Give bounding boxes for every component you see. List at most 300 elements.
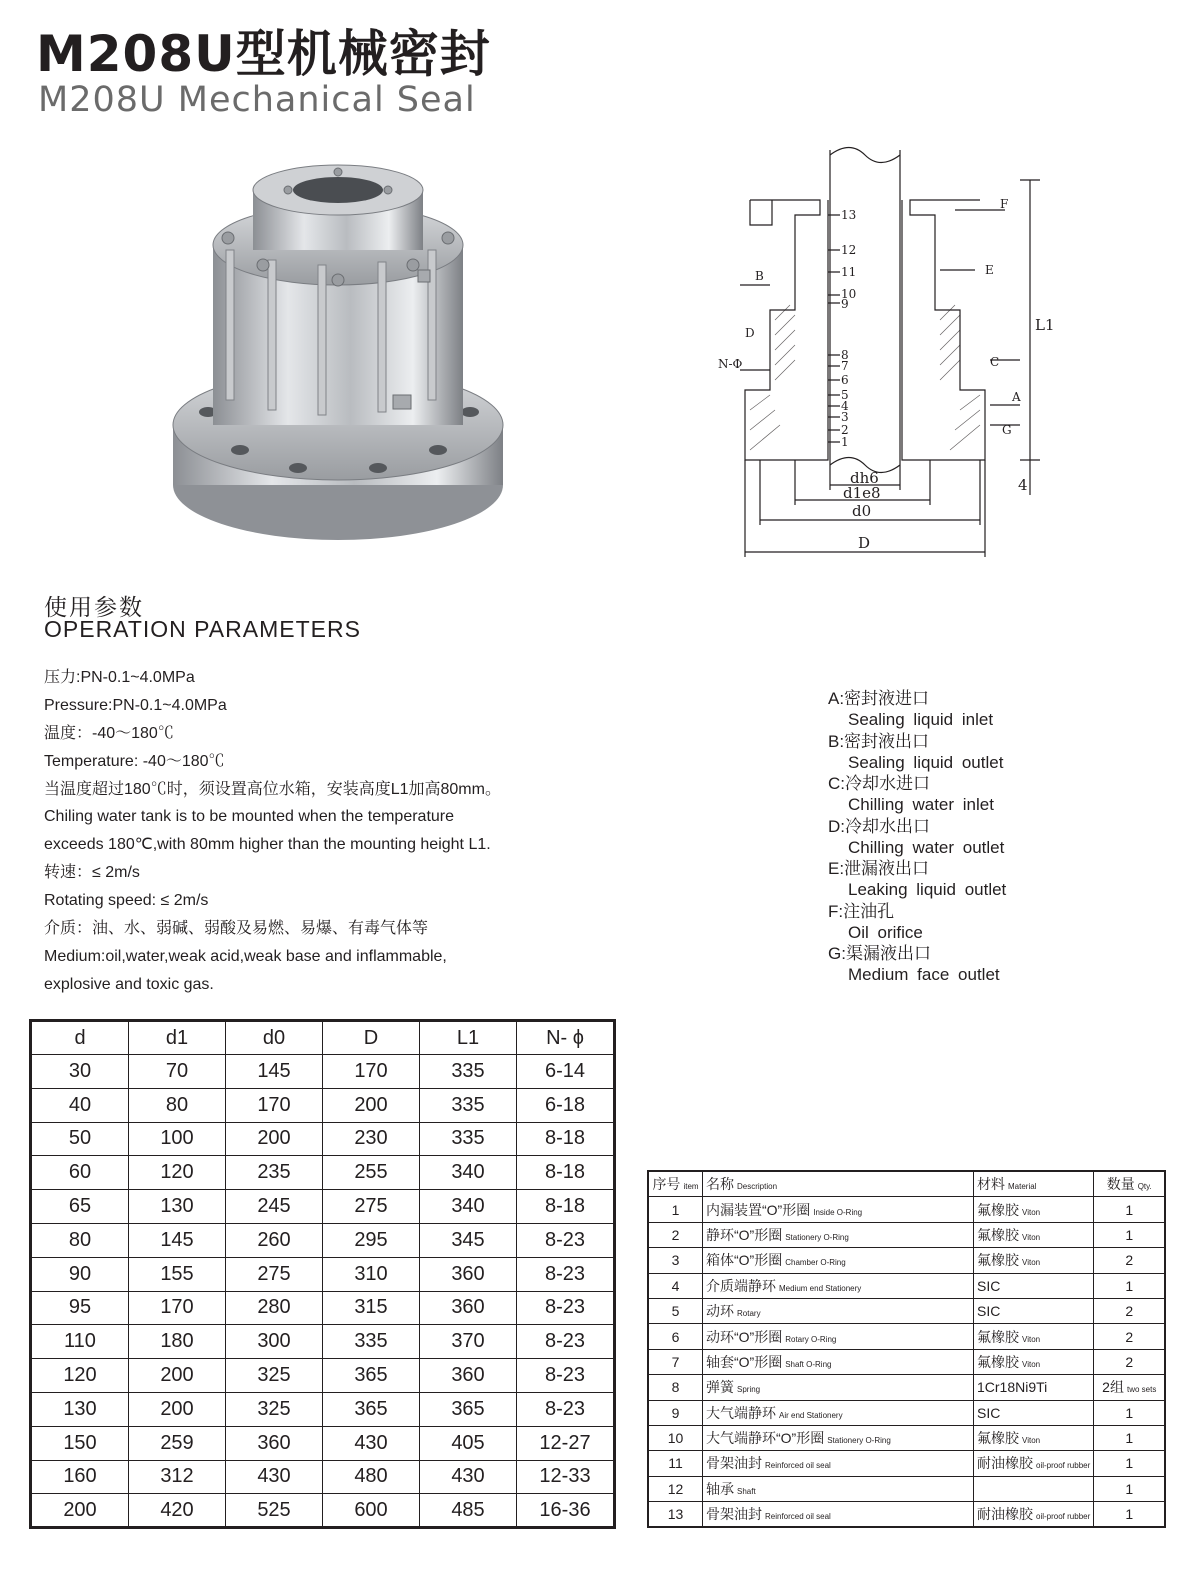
- part-description-text: 箱体“O”形圈: [706, 1252, 783, 1269]
- part-material: [974, 1451, 1094, 1476]
- part-description: [703, 1222, 974, 1247]
- table-cell: 295: [323, 1223, 420, 1257]
- part-material-en: Viton: [1022, 1359, 1041, 1369]
- part-description-text: 骨架油封: [706, 1455, 762, 1472]
- part-qty-text: 1: [1125, 1404, 1134, 1421]
- part-material-text: 氟橡胶: [977, 1201, 1019, 1218]
- part-no: [648, 1451, 703, 1476]
- table-cell: 430: [323, 1426, 420, 1460]
- part-no: [648, 1349, 703, 1374]
- part-description-en: Shaft O-Ring: [785, 1359, 832, 1369]
- param-line: Rotating speed: ≤ 2m/s: [44, 892, 209, 910]
- table-cell: 130: [31, 1392, 129, 1426]
- table-cell: 260: [226, 1223, 323, 1257]
- table-row: [31, 1359, 615, 1393]
- part-no: [648, 1222, 703, 1247]
- table-row: [648, 1197, 1165, 1222]
- drawing-label-nphi: N-Φ: [718, 357, 743, 371]
- part-description-en: Spring: [737, 1385, 761, 1395]
- part-no-text: 1: [671, 1201, 680, 1218]
- part-qty: [1094, 1451, 1166, 1476]
- legend-item: [828, 858, 1158, 901]
- legend-item: [828, 943, 1158, 986]
- legend-item: [828, 731, 1158, 774]
- part-description-en: Reinforced oil seal: [765, 1461, 831, 1471]
- part-description-text: 轴承: [706, 1480, 734, 1497]
- part-material-en: Viton: [1022, 1232, 1041, 1242]
- table-cell: 8-18: [517, 1156, 615, 1190]
- legend-cn: F:注油孔: [828, 901, 895, 921]
- table-cell: 8-23: [517, 1257, 615, 1291]
- part-no: [648, 1197, 703, 1222]
- legend-cn: G:渠漏液出口: [828, 944, 931, 963]
- table-row: [31, 1291, 615, 1325]
- part-qty-text: 2: [1125, 1353, 1134, 1370]
- table-row: [648, 1349, 1165, 1374]
- table-cell: 360: [420, 1257, 517, 1291]
- table-cell: 110: [31, 1325, 129, 1359]
- table-row: [648, 1248, 1165, 1273]
- part-no-text: 5: [671, 1303, 680, 1320]
- table-cell: 80: [31, 1223, 129, 1257]
- part-material-text: 氟橡胶: [977, 1328, 1019, 1345]
- table-cell: 180: [129, 1325, 226, 1359]
- table-row: [648, 1476, 1165, 1501]
- part-material-en: oil-proof rubber: [1036, 1512, 1091, 1522]
- param-line: Medium:oil,water,weak acid,weak base and inflammable,: [44, 947, 447, 965]
- table-cell: 8-18: [517, 1190, 615, 1224]
- table-row: [648, 1324, 1165, 1349]
- drawing-label-1: 1: [841, 435, 849, 449]
- table-row: [648, 1222, 1165, 1247]
- table-cell: 6-14: [517, 1055, 615, 1089]
- part-qty-text: 2: [1125, 1328, 1134, 1345]
- table-cell: 300: [226, 1325, 323, 1359]
- drawing-label-d1e8: d1e8: [843, 484, 881, 502]
- page-subtitle: M208U Mechanical Seal: [38, 80, 476, 120]
- table-cell: 335: [420, 1088, 517, 1122]
- param-line: 温度：-40～180℃: [44, 724, 174, 742]
- part-no: [648, 1298, 703, 1323]
- table-cell: 145: [129, 1223, 226, 1257]
- table-cell: 170: [323, 1055, 420, 1089]
- table-row: [31, 1156, 615, 1190]
- table-cell: 365: [323, 1392, 420, 1426]
- table-cell: 16-36: [517, 1494, 615, 1528]
- header-item-text: 序号: [652, 1176, 681, 1193]
- part-qty-text: 1: [1125, 1480, 1134, 1497]
- table-cell: 90: [31, 1257, 129, 1291]
- part-material-text: SIC: [977, 1277, 1001, 1294]
- part-material-text: 氟橡胶: [977, 1430, 1019, 1447]
- table-cell: 145: [226, 1055, 323, 1089]
- table-cell: 325: [226, 1359, 323, 1393]
- part-no: [648, 1425, 703, 1450]
- port-legend: [828, 688, 1158, 986]
- table-cell: 340: [420, 1156, 517, 1190]
- table-cell: 325: [226, 1392, 323, 1426]
- table-cell: 335: [420, 1122, 517, 1156]
- drawing-label-B: B: [755, 269, 764, 283]
- header-description-en: Description: [737, 1182, 778, 1192]
- part-description-en: Stationery O-Ring: [785, 1232, 849, 1242]
- part-qty-text: 2组: [1102, 1379, 1124, 1396]
- legend-en: Oil orifice: [848, 922, 923, 942]
- drawing-label-l1: L1: [1035, 316, 1055, 334]
- part-description: [703, 1451, 974, 1476]
- table-cell: 312: [129, 1460, 226, 1494]
- part-qty: [1094, 1400, 1166, 1425]
- part-qty: [1094, 1502, 1166, 1528]
- table-cell: 60: [31, 1156, 129, 1190]
- drawing-label-7: 7: [841, 359, 849, 373]
- drawing-label-2: 2: [841, 423, 849, 437]
- part-description: [703, 1248, 974, 1273]
- table-cell: 430: [420, 1460, 517, 1494]
- legend-cn: C:冷却水进口: [828, 774, 930, 793]
- part-description-text: 静环“O”形圈: [706, 1226, 783, 1243]
- drawing-label-E: E: [985, 263, 994, 277]
- part-qty-text: 2: [1125, 1252, 1134, 1269]
- part-material-text: 氟橡胶: [977, 1252, 1019, 1269]
- part-material: [974, 1273, 1094, 1298]
- table-row: [31, 1223, 615, 1257]
- part-no-text: 4: [671, 1277, 680, 1294]
- part-description-en: Medium end Stationery: [779, 1283, 862, 1293]
- table-cell: 235: [226, 1156, 323, 1190]
- part-qty-text: 2: [1125, 1303, 1134, 1320]
- part-no-text: 3: [671, 1252, 680, 1269]
- param-line: 压力:PN-0.1~4.0MPa: [44, 669, 195, 686]
- table-cell: 40: [31, 1088, 129, 1122]
- table-cell: 200: [129, 1359, 226, 1393]
- part-material-text: SIC: [977, 1404, 1001, 1421]
- table-cell: 200: [323, 1088, 420, 1122]
- part-description: [703, 1502, 974, 1528]
- table-cell: 8-23: [517, 1359, 615, 1393]
- legend-en: Chilling water outlet: [848, 837, 1005, 857]
- part-material: [974, 1324, 1094, 1349]
- table-cell: 430: [226, 1460, 323, 1494]
- table-cell: 525: [226, 1494, 323, 1528]
- drawing-label-four: 4: [1018, 476, 1028, 494]
- part-no: [648, 1400, 703, 1425]
- part-qty-text: 1: [1125, 1430, 1134, 1447]
- drawing-label-D: D: [745, 326, 755, 340]
- drawing-label-F: F: [1000, 197, 1009, 211]
- drawing-label-9: 9: [841, 297, 849, 311]
- drawing-label-8: 8: [841, 348, 849, 362]
- legend-en: Sealing liquid outlet: [848, 752, 1004, 772]
- table-header-row: [31, 1021, 615, 1055]
- part-no: [648, 1324, 703, 1349]
- table-row: [31, 1257, 615, 1291]
- part-description-text: 动环“O”形圈: [706, 1328, 783, 1345]
- table-cell: 155: [129, 1257, 226, 1291]
- table-cell: 360: [226, 1426, 323, 1460]
- param-line: exceeds 180℃,with 80mm higher than the mounting height L1.: [44, 836, 491, 854]
- legend-item: [828, 816, 1158, 859]
- legend-item: [828, 773, 1158, 816]
- part-description-en: Rotary: [737, 1309, 761, 1319]
- part-description: [703, 1298, 974, 1323]
- part-description-text: 介质端静环: [706, 1277, 776, 1294]
- part-material: [974, 1298, 1094, 1323]
- part-qty-text: 1: [1125, 1506, 1134, 1523]
- table-cell: 12-27: [517, 1426, 615, 1460]
- table-cell: 100: [129, 1122, 226, 1156]
- part-qty: [1094, 1273, 1166, 1298]
- drawing-label-11: 11: [841, 265, 857, 279]
- part-description: [703, 1400, 974, 1425]
- part-no-text: 9: [671, 1404, 680, 1421]
- part-material-en: oil-proof rubber: [1036, 1461, 1091, 1471]
- part-description-text: 轴套“O”形圈: [706, 1353, 783, 1370]
- part-qty-text: 1: [1125, 1277, 1134, 1294]
- table-cell: 255: [323, 1156, 420, 1190]
- drawing-label-G: G: [1002, 423, 1012, 437]
- part-material-en: Viton: [1022, 1334, 1041, 1344]
- part-no-text: 8: [671, 1379, 680, 1396]
- table-cell: 405: [420, 1426, 517, 1460]
- table-row: [648, 1298, 1165, 1323]
- part-no-text: 10: [667, 1430, 684, 1447]
- table-row: [648, 1273, 1165, 1298]
- part-no-text: 12: [667, 1480, 684, 1497]
- column-header: d: [31, 1021, 129, 1055]
- table-cell: 200: [129, 1392, 226, 1426]
- table-cell: 170: [226, 1088, 323, 1122]
- table-cell: 30: [31, 1055, 129, 1089]
- table-cell: 65: [31, 1190, 129, 1224]
- part-description-text: 骨架油封: [706, 1506, 762, 1523]
- param-line: Chiling water tank is to be mounted when the temperature: [44, 808, 455, 826]
- table-cell: 50: [31, 1122, 129, 1156]
- param-line: Pressure:PN-0.1~4.0MPa: [44, 696, 227, 714]
- column-header: N- ϕ: [517, 1021, 615, 1055]
- table-cell: 280: [226, 1291, 323, 1325]
- table-cell: 275: [226, 1257, 323, 1291]
- part-material-text: 氟橡胶: [977, 1353, 1019, 1370]
- part-description: [703, 1375, 974, 1400]
- section-title-cn: 使用参数: [44, 595, 144, 621]
- table-cell: 600: [323, 1494, 420, 1528]
- part-description-text: 大气端静环: [706, 1404, 776, 1421]
- part-no: [648, 1502, 703, 1528]
- table-cell: 230: [323, 1122, 420, 1156]
- table-row: [648, 1400, 1165, 1425]
- drawing-label-13: 13: [841, 208, 857, 222]
- legend-cn: E:泄漏液出口: [828, 859, 930, 878]
- part-material: [974, 1375, 1094, 1400]
- table-cell: 130: [129, 1190, 226, 1224]
- part-qty-text: 1: [1125, 1226, 1134, 1243]
- table-row: [31, 1122, 615, 1156]
- table-cell: 360: [420, 1359, 517, 1393]
- part-no-text: 13: [667, 1506, 684, 1523]
- part-description-text: 弹簧: [706, 1379, 734, 1396]
- part-material: [974, 1197, 1094, 1222]
- part-material: [974, 1400, 1094, 1425]
- param-line: explosive and toxic gas.: [44, 975, 214, 993]
- table-cell: 95: [31, 1291, 129, 1325]
- part-material: [974, 1502, 1094, 1528]
- table-cell: 160: [31, 1460, 129, 1494]
- drawing-label-A: A: [1012, 390, 1021, 404]
- header-material: [974, 1171, 1094, 1197]
- part-qty: [1094, 1349, 1166, 1374]
- part-description: [703, 1476, 974, 1501]
- table-cell: 8-23: [517, 1392, 615, 1426]
- param-line: 转速：≤ 2m/s: [44, 864, 140, 882]
- part-description-en: Shaft: [737, 1486, 756, 1496]
- legend-en: Sealing liquid inlet: [848, 710, 994, 729]
- part-qty: [1094, 1222, 1166, 1247]
- part-description: [703, 1324, 974, 1349]
- header-qty-text: 数量: [1106, 1176, 1135, 1193]
- table-row: [31, 1426, 615, 1460]
- legend-item: [828, 901, 1158, 944]
- header-material-en: Material: [1008, 1182, 1037, 1192]
- part-material: [974, 1222, 1094, 1247]
- drawing-label-dh6: dh6: [850, 469, 879, 487]
- table-cell: 8-23: [517, 1325, 615, 1359]
- table-row: [31, 1055, 615, 1089]
- table-cell: 150: [31, 1426, 129, 1460]
- table-cell: 12-33: [517, 1460, 615, 1494]
- table-row: [648, 1375, 1165, 1400]
- table-cell: 8-18: [517, 1122, 615, 1156]
- header-item-en: item: [683, 1182, 699, 1192]
- section-drawing: [700, 140, 1060, 565]
- part-description-en: Air end Stationery: [779, 1410, 843, 1420]
- table-cell: 245: [226, 1190, 323, 1224]
- part-qty: [1094, 1425, 1166, 1450]
- table-cell: 259: [129, 1426, 226, 1460]
- page-title: M208U型机械密封: [36, 25, 491, 83]
- table-cell: 120: [31, 1359, 129, 1393]
- table-cell: 70: [129, 1055, 226, 1089]
- table-row: [31, 1325, 615, 1359]
- part-no: [648, 1476, 703, 1501]
- part-no-text: 7: [671, 1353, 680, 1370]
- part-material-text: 氟橡胶: [977, 1226, 1019, 1243]
- product-photo: [168, 150, 508, 545]
- part-material: [974, 1425, 1094, 1450]
- part-material-en: Viton: [1022, 1436, 1041, 1446]
- part-description-en: Chamber O-Ring: [785, 1258, 846, 1268]
- header-item: [648, 1171, 703, 1197]
- part-description-en: Inside O-Ring: [813, 1207, 863, 1217]
- drawing-label-4: 4: [841, 399, 849, 413]
- table-row: [31, 1494, 615, 1528]
- table-cell: 8-23: [517, 1291, 615, 1325]
- part-no-text: 11: [668, 1455, 683, 1472]
- part-material-text: 耐油橡胶: [977, 1455, 1033, 1472]
- part-qty: [1094, 1324, 1166, 1349]
- table-cell: 310: [323, 1257, 420, 1291]
- param-line: Temperature: -40～180℃: [44, 752, 225, 770]
- part-material: [974, 1476, 1094, 1501]
- part-no: [648, 1248, 703, 1273]
- table-header-row: [648, 1171, 1165, 1197]
- table-cell: 370: [420, 1325, 517, 1359]
- table-cell: 275: [323, 1190, 420, 1224]
- table-cell: 6-18: [517, 1088, 615, 1122]
- part-description-en: Reinforced oil seal: [765, 1512, 831, 1522]
- drawing-label-D: D: [858, 534, 871, 552]
- table-cell: 345: [420, 1223, 517, 1257]
- legend-en: Chilling water inlet: [848, 795, 994, 814]
- drawing-label-5: 5: [841, 388, 849, 402]
- part-material: [974, 1349, 1094, 1374]
- param-line: 当温度超过180℃时，须设置高位水箱，安装高度L1加高80mm。: [44, 780, 501, 798]
- dimension-table: [29, 1019, 616, 1529]
- part-qty-text: 1: [1125, 1201, 1134, 1218]
- table-cell: 365: [420, 1392, 517, 1426]
- table-cell: 200: [226, 1122, 323, 1156]
- column-header: d1: [129, 1021, 226, 1055]
- parts-table: [647, 1170, 1166, 1528]
- part-description-text: 大气端静环“O”形圈: [706, 1430, 825, 1447]
- part-material-text: 耐油橡胶: [977, 1506, 1033, 1523]
- table-cell: 480: [323, 1460, 420, 1494]
- drawing-label-10: 10: [841, 287, 857, 301]
- part-qty-en: two sets: [1126, 1385, 1157, 1395]
- drawing-label-3: 3: [841, 410, 849, 424]
- legend-en: Leaking liquid outlet: [848, 880, 1007, 899]
- part-qty: [1094, 1375, 1166, 1400]
- header-description: [703, 1171, 974, 1197]
- column-header: d0: [226, 1021, 323, 1055]
- legend-en: Medium face outlet: [848, 965, 1000, 984]
- part-description: [703, 1425, 974, 1450]
- column-header: D: [323, 1021, 420, 1055]
- table-cell: 80: [129, 1088, 226, 1122]
- table-row: [31, 1392, 615, 1426]
- table-cell: 360: [420, 1291, 517, 1325]
- table-row: [31, 1088, 615, 1122]
- part-qty-text: 1: [1125, 1455, 1134, 1472]
- table-cell: 8-23: [517, 1223, 615, 1257]
- column-header: L1: [420, 1021, 517, 1055]
- part-description: [703, 1349, 974, 1374]
- drawing-label-6: 6: [841, 373, 849, 387]
- table-row: [31, 1190, 615, 1224]
- table-cell: 340: [420, 1190, 517, 1224]
- part-material-text: 1Cr18Ni9Ti: [977, 1379, 1048, 1396]
- table-row: [648, 1451, 1165, 1476]
- part-description-en: Stationery O-Ring: [827, 1436, 891, 1446]
- table-cell: 335: [420, 1055, 517, 1089]
- table-cell: 335: [323, 1325, 420, 1359]
- part-qty: [1094, 1248, 1166, 1273]
- table-row: [31, 1460, 615, 1494]
- legend-item: [828, 688, 1158, 731]
- header-qty-en: Qty.: [1137, 1182, 1152, 1192]
- table-cell: 420: [129, 1494, 226, 1528]
- section-title-en: OPERATION PARAMETERS: [44, 616, 361, 642]
- part-description-text: 内漏装置“O”形圈: [706, 1201, 811, 1218]
- table-cell: 120: [129, 1156, 226, 1190]
- part-material-text: SIC: [977, 1303, 1001, 1320]
- table-cell: 365: [323, 1359, 420, 1393]
- part-description: [703, 1273, 974, 1298]
- legend-cn: B:密封液出口: [828, 731, 930, 751]
- legend-cn: A:密封液进口: [828, 689, 930, 708]
- part-material-en: Viton: [1022, 1207, 1041, 1217]
- drawing-label-C: C: [990, 355, 1000, 369]
